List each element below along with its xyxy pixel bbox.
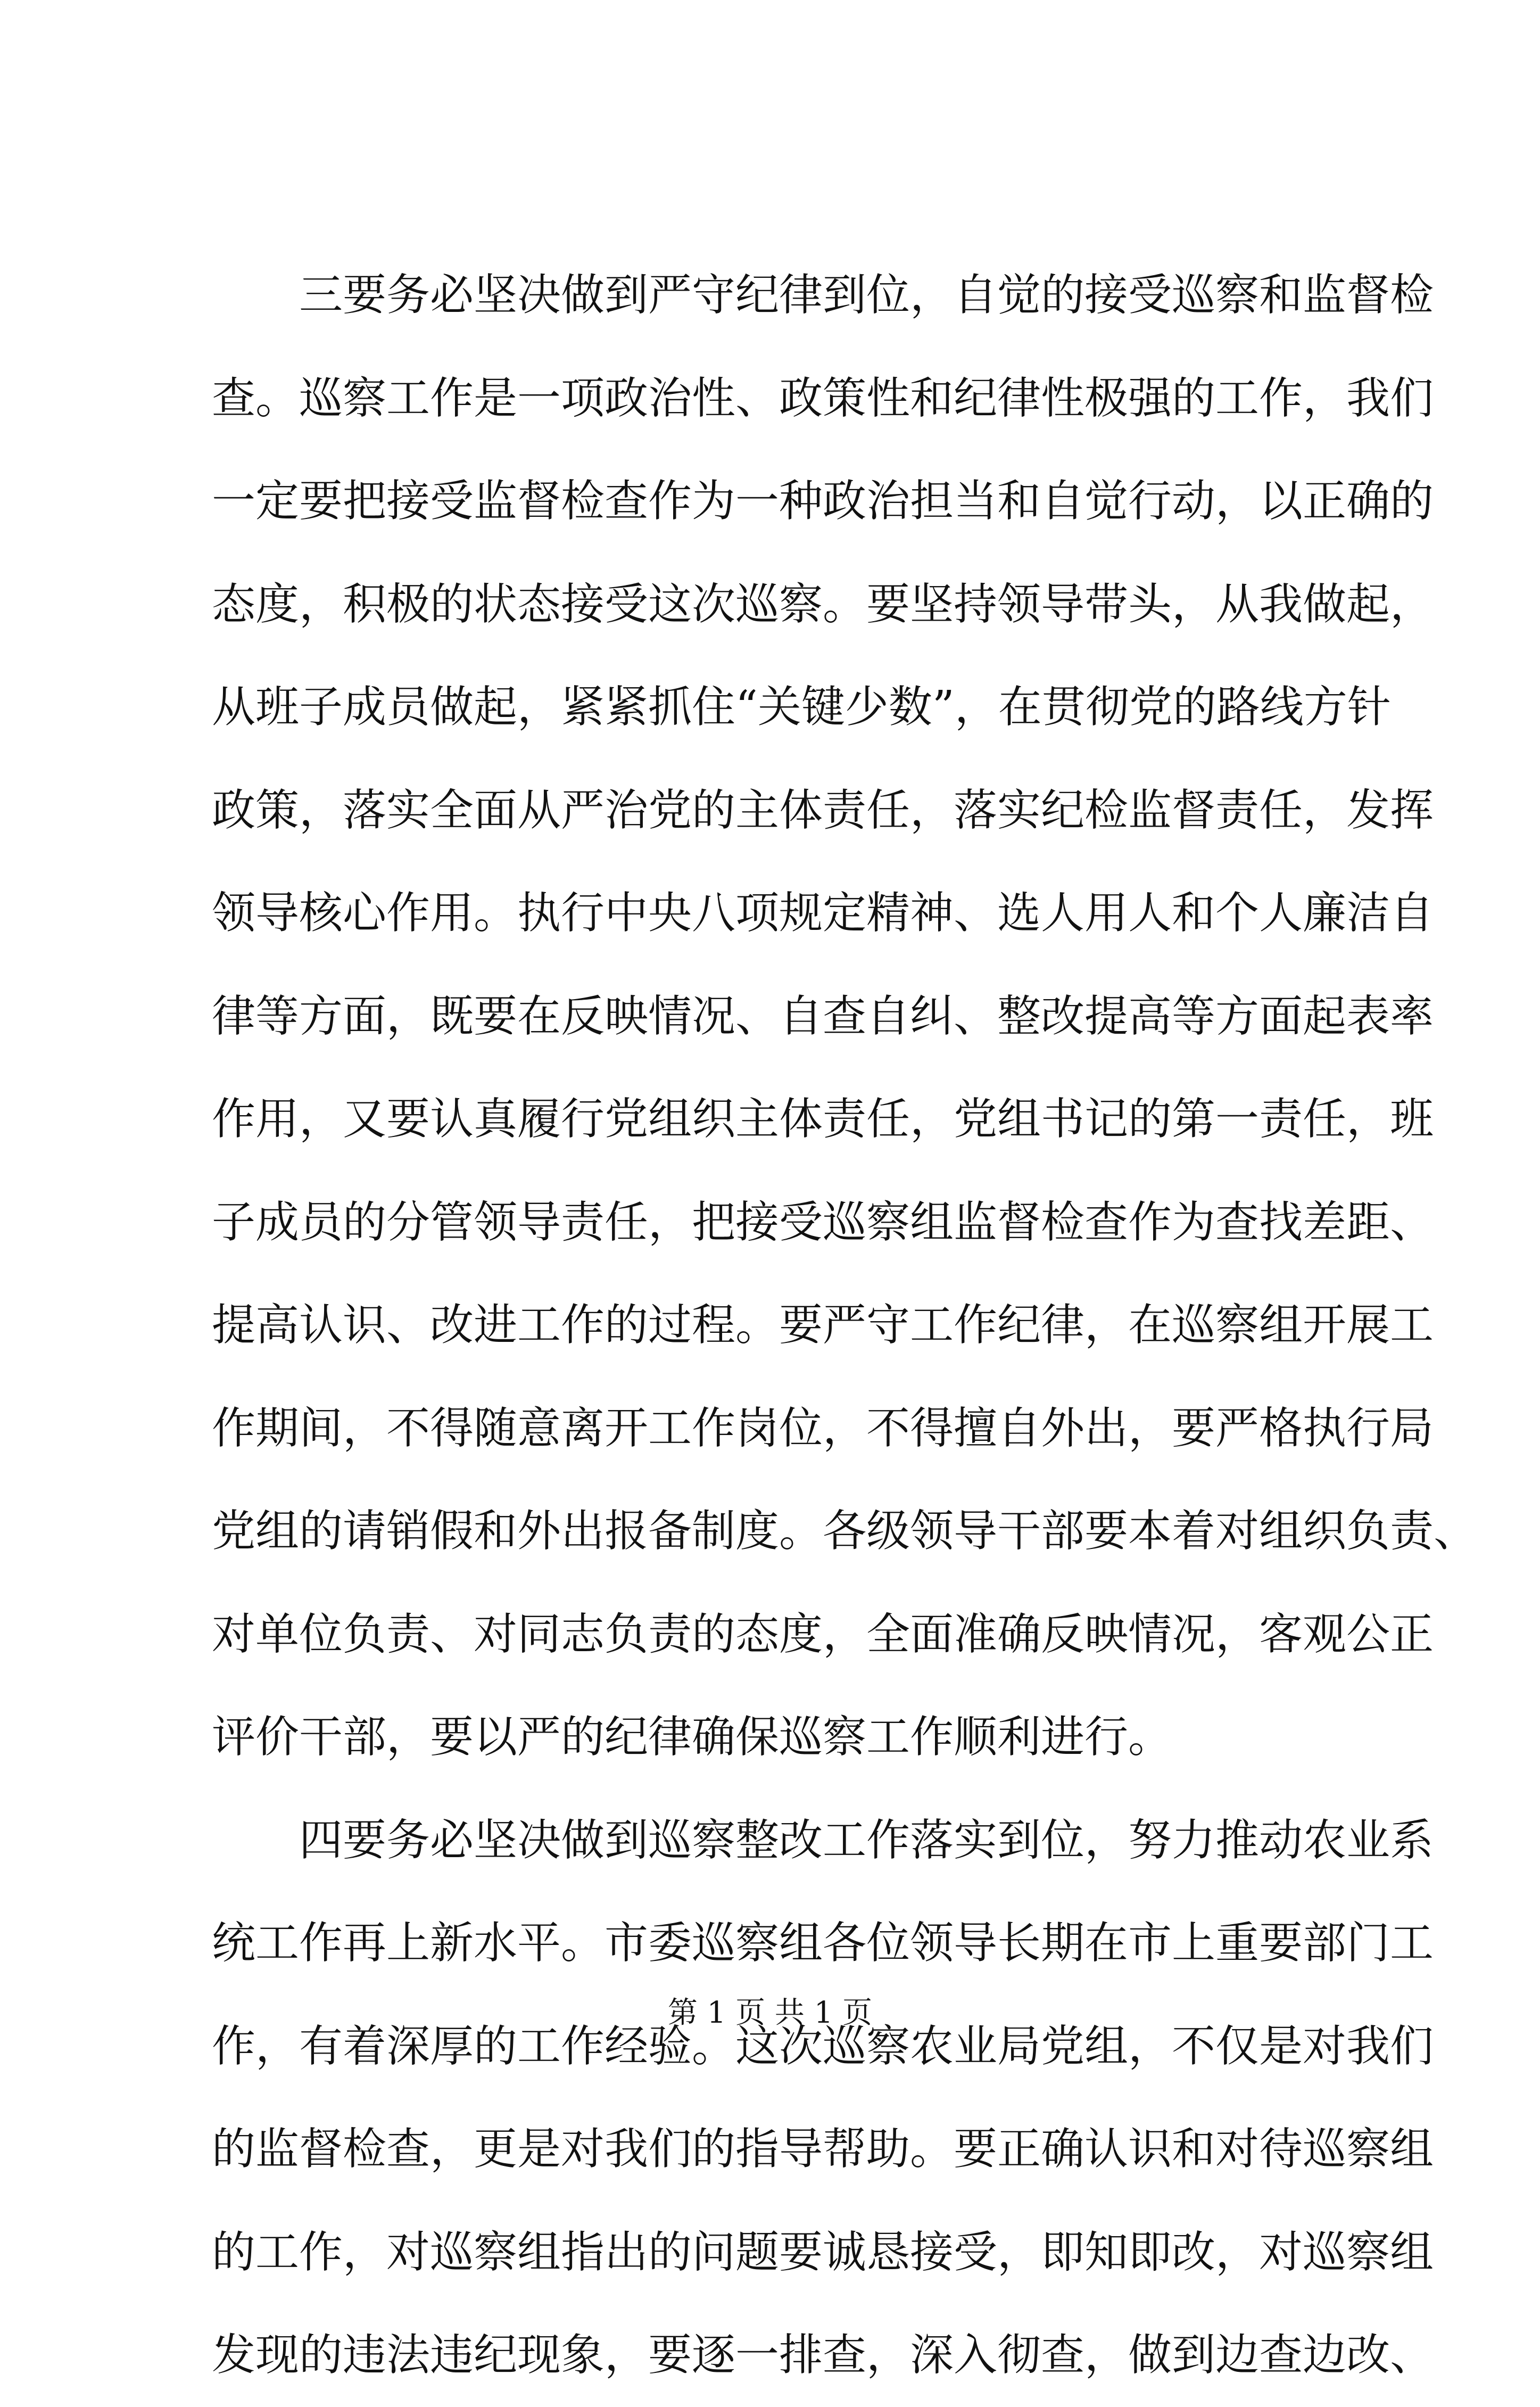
text-line: 提高认识、改进工作的过程。要严守工作纪律，在巡察组开展工 <box>212 1300 1434 1350</box>
text-line: 政策，落实全面从严治党的主体责任，落实纪检监督责任，发挥 <box>212 785 1434 836</box>
text-line: 三要务必坚决做到严守纪律到位，自觉的接受巡察和监督检 <box>299 270 1434 320</box>
text-line: 发现的违法违纪现象，要逐一排查，深入彻查，做到边查边改、 <box>212 2330 1434 2380</box>
text-line: 四要务必坚决做到巡察整改工作落实到位，努力推动农业系 <box>299 1815 1434 1866</box>
text-line: 对单位负责、对同志负责的态度，全面准确反映情况，客观公正 <box>212 1609 1434 1660</box>
text-line: 统工作再上新水平。市委巡察组各位领导长期在市上重要部门工 <box>212 1918 1434 1968</box>
text-line: 评价干部，要以严的纪律确保巡察工作顺利进行。 <box>212 1712 1172 1762</box>
document-body <box>212 244 1478 2407</box>
text-line: 作期间，不得随意离开工作岗位，不得擅自外出，要严格执行局 <box>212 1403 1434 1454</box>
paragraph-2 <box>212 1789 1434 2407</box>
text-line: 从班子成员做起，紧紧抓住“关键少数”，在贯彻党的路线方针 <box>212 682 1391 732</box>
text-line: 子成员的分管领导责任，把接受巡察组监督检查作为查找差距、 <box>212 1197 1434 1248</box>
text-line: 的工作，对巡察组指出的问题要诚恳接受，即知即改，对巡察组 <box>212 2227 1434 2278</box>
text-line: 作用，又要认真履行党组织主体责任，党组书记的第一责任，班 <box>212 1094 1434 1144</box>
text-line: 的监督检查，更是对我们的指导帮助。要正确认识和对待巡察组 <box>212 2124 1434 2174</box>
text-line: 领导核心作用。执行中央八项规定精神、选人用人和个人廉洁自 <box>212 888 1434 938</box>
page-footer: 第 1 页 共 1 页 <box>667 1996 873 2030</box>
text-line: 一定要把接受监督检查作为一种政治担当和自觉行动，以正确的 <box>212 476 1434 526</box>
text-line: 作，有着深厚的工作经验。这次巡察农业局党组，不仅是对我们 <box>212 2021 1434 2072</box>
paragraph-1 <box>212 244 1478 1789</box>
text-line: 查。巡察工作是一项政治性、政策性和纪律性极强的工作，我们 <box>212 373 1434 424</box>
text-line: 态度，积极的状态接受这次巡察。要坚持领导带头，从我做起， <box>212 579 1434 630</box>
text-line: 党组的请销假和外出报备制度。各级领导干部要本着对组织负责、 <box>212 1506 1478 1556</box>
text-line: 律等方面，既要在反映情况、自查自纠、整改提高等方面起表率 <box>212 991 1434 1042</box>
